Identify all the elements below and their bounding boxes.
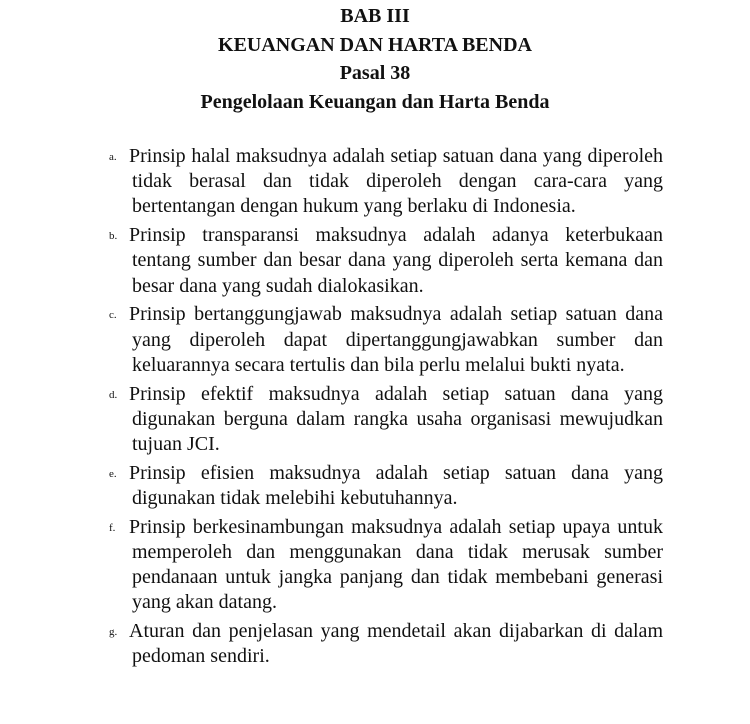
article-number: Pasal 38 <box>339 62 411 84</box>
list-marker: d. <box>109 388 118 401</box>
list-item-text: Prinsip transparansi maksudnya adalah adanya keterbukaan tentang sumber dan besar dana yang diperoleh serta kemana dan besar dana yang sudah dialokasikan. <box>129 224 663 297</box>
article-title: Pengelolaan Keuangan dan Harta Benda <box>200 90 550 113</box>
list-item-text: Aturan dan penjelasan yang mendetail akan dijabarkan di dalam pedoman sendiri. <box>129 620 663 668</box>
list-marker: f. <box>109 521 116 534</box>
list-item-text: Prinsip efektif maksudnya adalah setiap satuan dana yang digunakan berguna dalam rangka usaha organisasi mewujudkan tujuan JCI. <box>129 382 663 456</box>
list-item <box>107 461 663 511</box>
list-item-text: Prinsip halal maksudnya adalah setiap satuan dana yang diperoleh tidak berasal dan tidak diperoleh dengan cara-cara yang bertentangan dengan hukum yang berlaku di Indonesia. <box>129 145 663 218</box>
list-marker: g. <box>109 626 118 639</box>
list-item <box>107 144 663 220</box>
list-item-text: Prinsip bertanggungjawab maksudnya adalah setiap satuan dana yang diperoleh dapat dipertanggungjawabkan sumber dan keluarannya secara tertulis dan bila perlu melalui bukti nyata. <box>129 303 663 376</box>
list-item <box>107 619 663 669</box>
list-item-text: Prinsip berkesinambungan maksudnya adalah setiap upaya untuk memperoleh dan menggunakan dana tidak merusak sumber pendanaan untuk jangka panjang dan tidak membebani generasi yang akan datang. <box>129 515 663 614</box>
chapter-title: KEUANGAN DAN HARTA BENDA <box>218 33 532 56</box>
principles-list <box>107 144 663 673</box>
list-item <box>107 515 663 616</box>
list-marker: e. <box>109 467 117 480</box>
list-marker: b. <box>109 230 118 243</box>
chapter-number: BAB III <box>340 5 410 27</box>
list-marker: c. <box>109 309 117 322</box>
list-item-text: Prinsip efisien maksudnya adalah setiap satuan dana yang digunakan tidak melebihi kebutuhannya. <box>129 461 663 510</box>
document-header <box>0 2 750 116</box>
list-item <box>107 382 663 458</box>
list-item <box>107 302 663 378</box>
list-item <box>107 223 663 299</box>
list-marker: a. <box>109 151 117 163</box>
